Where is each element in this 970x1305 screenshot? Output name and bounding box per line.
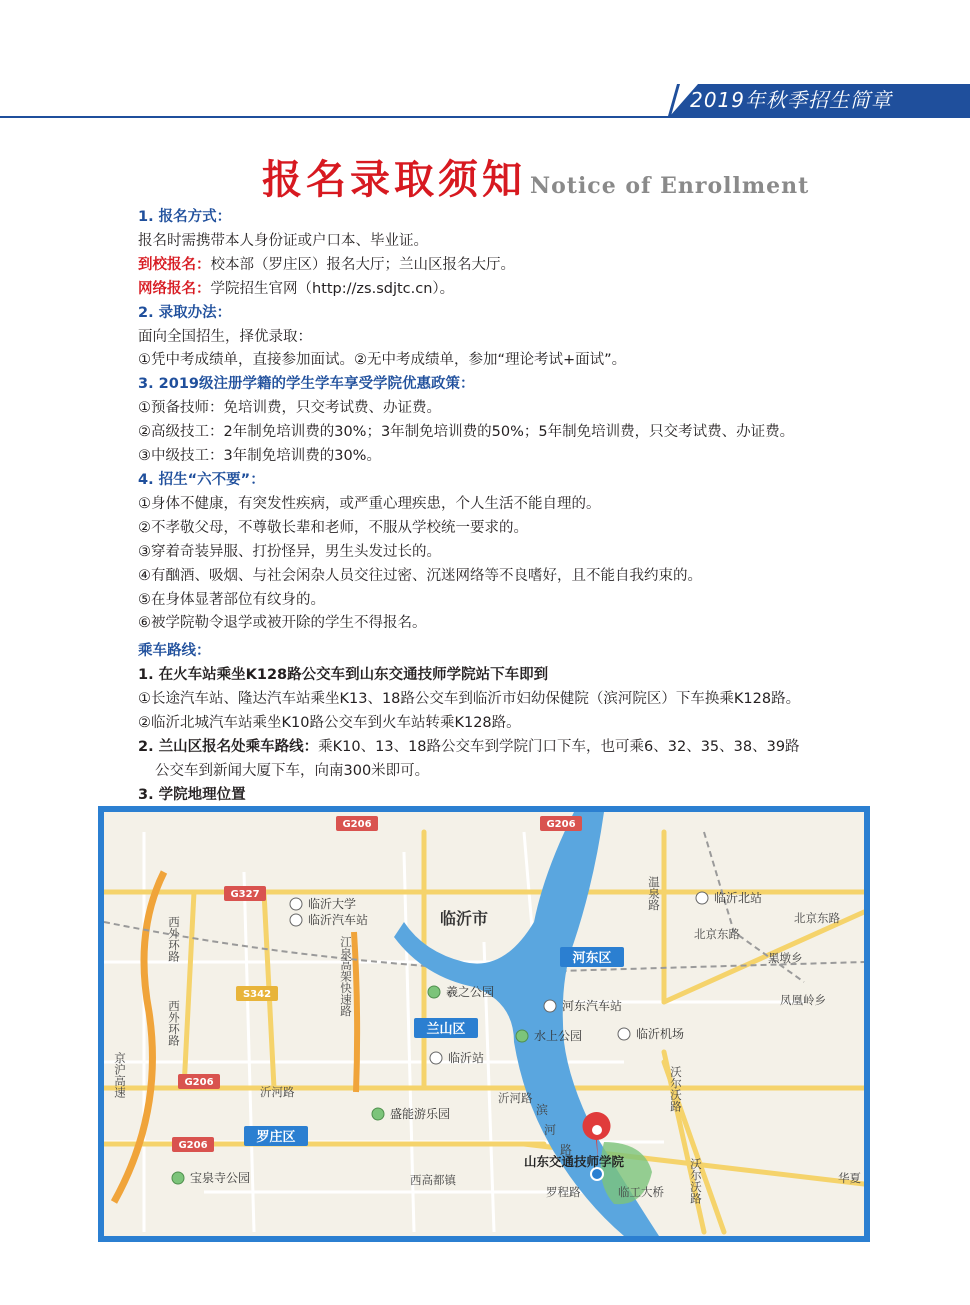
road-label: 西高都镇 [410, 1173, 456, 1187]
shield-label: G206 [546, 819, 576, 830]
route-3-heading: 3. 学院地理位置 [138, 786, 246, 803]
route-1-heading: 1. 在火车站乘坐K128路公交车到山东交通技师学院站下车即到 [138, 667, 549, 684]
poi-label: 临沂大学 [308, 897, 357, 911]
shield-label: G206 [178, 1140, 208, 1151]
shield-label: G327 [230, 889, 260, 900]
online-text: 学院招生官网（http://zs.sdjtc.cn）。 [210, 280, 455, 297]
list-item: ①预备技师：免培训费，只交考试费、办证费。 [138, 400, 441, 417]
road-label: 江泉高架快速路 [339, 936, 353, 1017]
poi-label: 羲之公园 [446, 985, 495, 999]
route-1a: ①长途汽车站、隆达汽车站乘坐K13、18路公交车到临沂市妇幼保健院（滨河院区）下车换乘K128路。 [138, 691, 801, 708]
poi-label: 盛能游乐园 [390, 1107, 451, 1121]
road-label: 西外环路 [167, 916, 181, 962]
road-label: 温泉路 [647, 876, 661, 911]
admission-line-2: ①凭中考成绩单，直接参加面试。②无中考成绩单，参加“理论考试+面试”。 [138, 352, 627, 369]
online-label: 网络报名： [138, 280, 211, 297]
poi-label: 临沂北站 [714, 891, 763, 905]
page-title-cn: 报名录取须知 [262, 157, 526, 203]
registration-onsite [138, 254, 858, 278]
section-heading-admission: 2. 录取办法： [138, 304, 232, 321]
district-label: 罗庄区 [256, 1130, 296, 1145]
route-1b: ②临沂北城汽车站乘坐K10路公交车到火车站转乘K128路。 [138, 715, 521, 732]
poi-label: 临沂汽车站 [308, 913, 369, 927]
road-label: 西外环路 [167, 1000, 181, 1046]
road-label: 临工大桥 [618, 1185, 664, 1199]
list-item: ①身体不健康，有突发性疾病，或严重心理疾患，个人生活不能自理的。 [138, 495, 601, 512]
poi-label: 临沂机场 [636, 1027, 685, 1041]
place-label: 黑墩乡 [768, 951, 803, 965]
road-label: 北京东路 [694, 927, 740, 941]
header-title: 2019年秋季招生简章 [690, 88, 892, 112]
poi-label: 河东汽车站 [562, 999, 623, 1013]
list-item: ②高级技工：2年制免培训费的30%；3年制免培训费的50%；5年制免培训费，只交考试费、办证费。 [138, 424, 795, 441]
road-label: 京沪高速 [113, 1052, 127, 1098]
location-pin-dot [592, 1125, 602, 1135]
list-item: ②不孝敬父母，不尊敬长辈和老师，不服从学校统一要求的。 [138, 519, 528, 536]
shield-label: G206 [184, 1077, 214, 1088]
notice-content [138, 206, 858, 808]
shield-label: G206 [342, 819, 372, 830]
list-item: ③穿着奇装异服、打扮怪异，男生头发过长的。 [138, 543, 441, 560]
city-label: 临沂市 [440, 909, 489, 928]
page-title [262, 148, 809, 205]
onsite-label: 到校报名： [138, 256, 211, 273]
river-road-char: 路 [560, 1143, 573, 1157]
district-label: 兰山区 [426, 1022, 466, 1037]
registration-documents: 报名时需携带本人身份证或户口本、毕业证。 [138, 232, 428, 249]
poi-label: 水上公园 [534, 1029, 583, 1043]
page-title-en: Notice of Enrollment [530, 173, 810, 199]
road-label: 北京东路 [794, 911, 840, 925]
list-item: ⑥被学院勒令退学或被开除的学生不得报名。 [138, 615, 427, 632]
header-rule [0, 116, 970, 118]
admission-line-1: 面向全国招生，择优录取： [138, 328, 312, 345]
river-road-char: 河 [544, 1123, 557, 1137]
school-label: 山东交通技师学院 [524, 1154, 625, 1169]
elevated-expressway [354, 932, 357, 1092]
registration-online [138, 278, 858, 302]
section-heading-registration: 1. 报名方式： [138, 209, 232, 225]
header-band [0, 0, 970, 125]
poi-label: 宝泉寺公园 [190, 1171, 251, 1185]
river-road-char: 滨 [536, 1103, 549, 1117]
route-2-label: 2. 兰山区报名处乘车路线： [138, 738, 319, 755]
list-item: ④有酗酒、吸烟、与社会闲杂人员交往过密、沉迷网络等不良嗜好，且不能自我约束的。 [138, 567, 702, 584]
route-2-continued: 公交车到新闻大厦下车，向南300米即可。 [155, 762, 430, 779]
road-label: 华夏 [838, 1171, 861, 1185]
road-label: 罗程路 [546, 1185, 581, 1199]
section-heading-routes: 乘车路线： [138, 643, 211, 660]
place-label: 凤凰岭乡 [780, 993, 826, 1007]
road-label: 沃尔沃路 [689, 1158, 703, 1204]
location-map [104, 812, 864, 1236]
list-item: ③中级技工：3年制免培训费的30%。 [138, 448, 381, 465]
section-heading-six-nots: 4. 招生“六不要”： [138, 471, 265, 488]
route-2-text: 乘K10、13、18路公交车到学院门口下车，也可乘6、32、35、38、39路 [318, 738, 800, 755]
list-item: ⑤在身体显著部位有纹身的。 [138, 591, 325, 608]
road-label: 沃尔沃路 [669, 1066, 683, 1112]
section-heading-policy: 3. 2019级注册学籍的学生学车享受学院优惠政策： [138, 376, 475, 393]
shield-label: S342 [242, 989, 272, 1000]
school-dot [591, 1168, 603, 1180]
district-label: 河东区 [572, 951, 612, 966]
onsite-text: 校本部（罗庄区）报名大厅；兰山区报名大厅。 [210, 256, 515, 273]
poi-label: 临沂站 [448, 1051, 485, 1065]
location-map-frame [98, 806, 870, 1242]
road-label: 沂河路 [260, 1085, 295, 1099]
road-label: 沂河路 [498, 1091, 533, 1105]
route-2 [138, 736, 858, 760]
